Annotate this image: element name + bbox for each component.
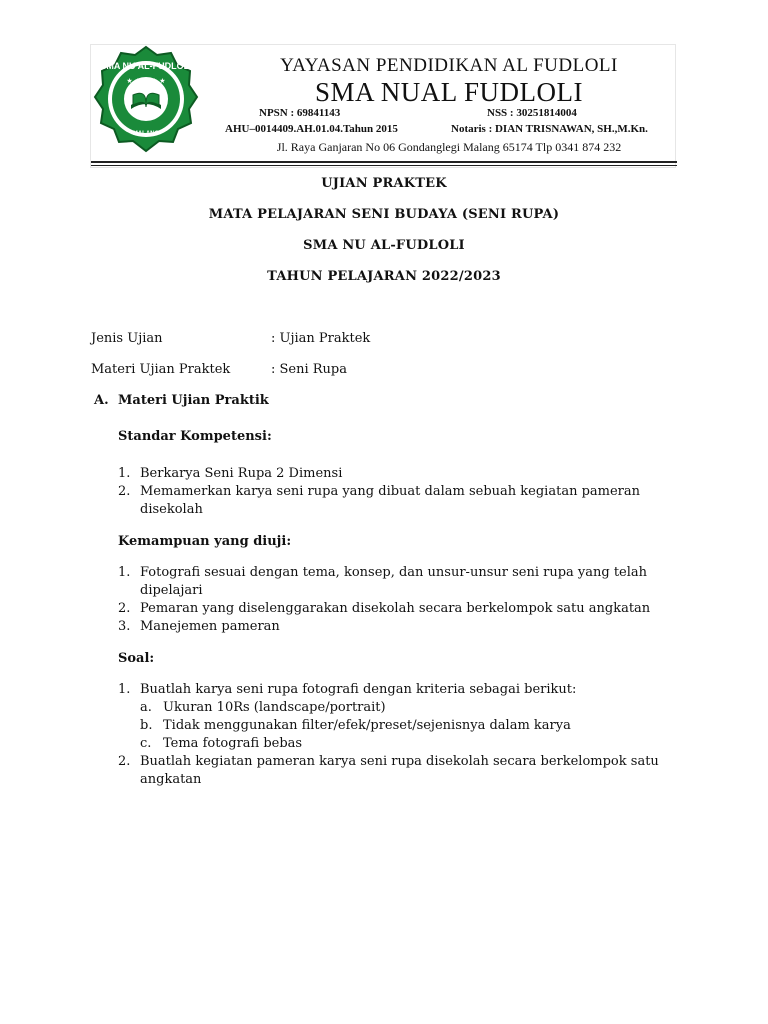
soal-1c-marker: c. (140, 736, 152, 751)
info-value-materi: : Seni Rupa (271, 362, 348, 377)
letterhead-rule-thick (91, 161, 677, 163)
kemampuan-1-number: 1. (118, 565, 131, 580)
standar-2-text-cont: disekolah (140, 502, 203, 517)
letterhead-text (221, 45, 677, 169)
svg-text:SMA NU AL-FUDLOLI: SMA NU AL-FUDLOLI (100, 61, 192, 71)
letterhead-rule-thin (91, 165, 677, 166)
svg-text:MALANG: MALANG (132, 131, 160, 137)
school-logo (91, 45, 201, 157)
kemampuan-1-text-cont: dipelajari (140, 583, 203, 598)
soal-2-text: Buatlah kegiatan pameran karya seni rupa disekolah secara berkelompok satu (140, 754, 659, 769)
info-label-materi: Materi Ujian Praktek (91, 362, 231, 377)
kemampuan-2-text: Pemaran yang diselenggarakan disekolah secara berkelompok satu angkatan (140, 601, 651, 616)
foundation-name: YAYASAN PENDIDIKAN AL FUDLOLI (280, 55, 618, 76)
svg-text:★ ★ ★ ★ ★: ★ ★ ★ ★ ★ (126, 78, 166, 85)
soal-1b-marker: b. (140, 718, 153, 733)
year-title: TAHUN PELAJARAN 2022/2023 (267, 269, 501, 284)
standar-1-text: Berkarya Seni Rupa 2 Dimensi (140, 466, 343, 481)
soal-1-number: 1. (118, 682, 131, 697)
nss: NSS : 30251814004 (487, 107, 577, 119)
kemampuan-3-number: 3. (118, 619, 131, 634)
soal-heading: Soal: (118, 651, 155, 666)
kemampuan-2-number: 2. (118, 601, 131, 616)
standar-2-number: 2. (118, 484, 131, 499)
ahu: AHU–0014409.AH.01.04.Tahun 2015 (225, 123, 398, 135)
soal-1a-text: Ukuran 10Rs (landscape/portrait) (163, 700, 386, 715)
address: Jl. Raya Ganjaran No 06 Gondanglegi Malang 65174 Tlp 0341 874 232 (276, 140, 622, 154)
school-title: SMA NU AL-FUDLOLI (303, 238, 465, 253)
school-name: SMA NUAL FUDLOLI (314, 77, 583, 107)
npsn: NPSN : 69841143 (259, 107, 341, 119)
soal-2-number: 2. (118, 754, 131, 769)
soal-2-text-cont: angkatan (140, 772, 202, 787)
standar-heading: Standar Kompetensi: (118, 429, 272, 444)
standar-1-number: 1. (118, 466, 131, 481)
kemampuan-3-text: Manejemen pameran (140, 619, 280, 634)
subject-title: MATA PELAJARAN SENI BUDAYA (SENI RUPA) (208, 207, 560, 222)
soal-1c-text: Tema fotografi bebas (163, 736, 303, 751)
standar-2-text: Memamerkan karya seni rupa yang dibuat dalam sebuah kegiatan pameran (140, 484, 641, 499)
section-a-marker: A. (94, 393, 109, 408)
soal-1a-marker: a. (140, 700, 152, 715)
soal-1b-text: Tidak menggunakan filter/efek/preset/sejenisnya dalam karya (163, 718, 571, 733)
info-label-jenis: Jenis Ujian (91, 331, 163, 346)
section-a-heading: Materi Ujian Praktik (118, 393, 269, 408)
letterhead (90, 44, 676, 168)
kemampuan-1-text: Fotografi sesuai dengan tema, konsep, dan unsur-unsur seni rupa yang telah (140, 565, 648, 580)
exam-title: UJIAN PRAKTEK (321, 176, 447, 191)
soal-1-text: Buatlah karya seni rupa fotografi dengan kriteria sebagai berikut: (140, 682, 577, 697)
info-value-jenis: : Ujian Praktek (271, 331, 371, 346)
kemampuan-heading: Kemampuan yang diuji: (118, 534, 292, 549)
notaris: Notaris : DIAN TRISNAWAN, SH.,M.Kn. (451, 123, 648, 135)
